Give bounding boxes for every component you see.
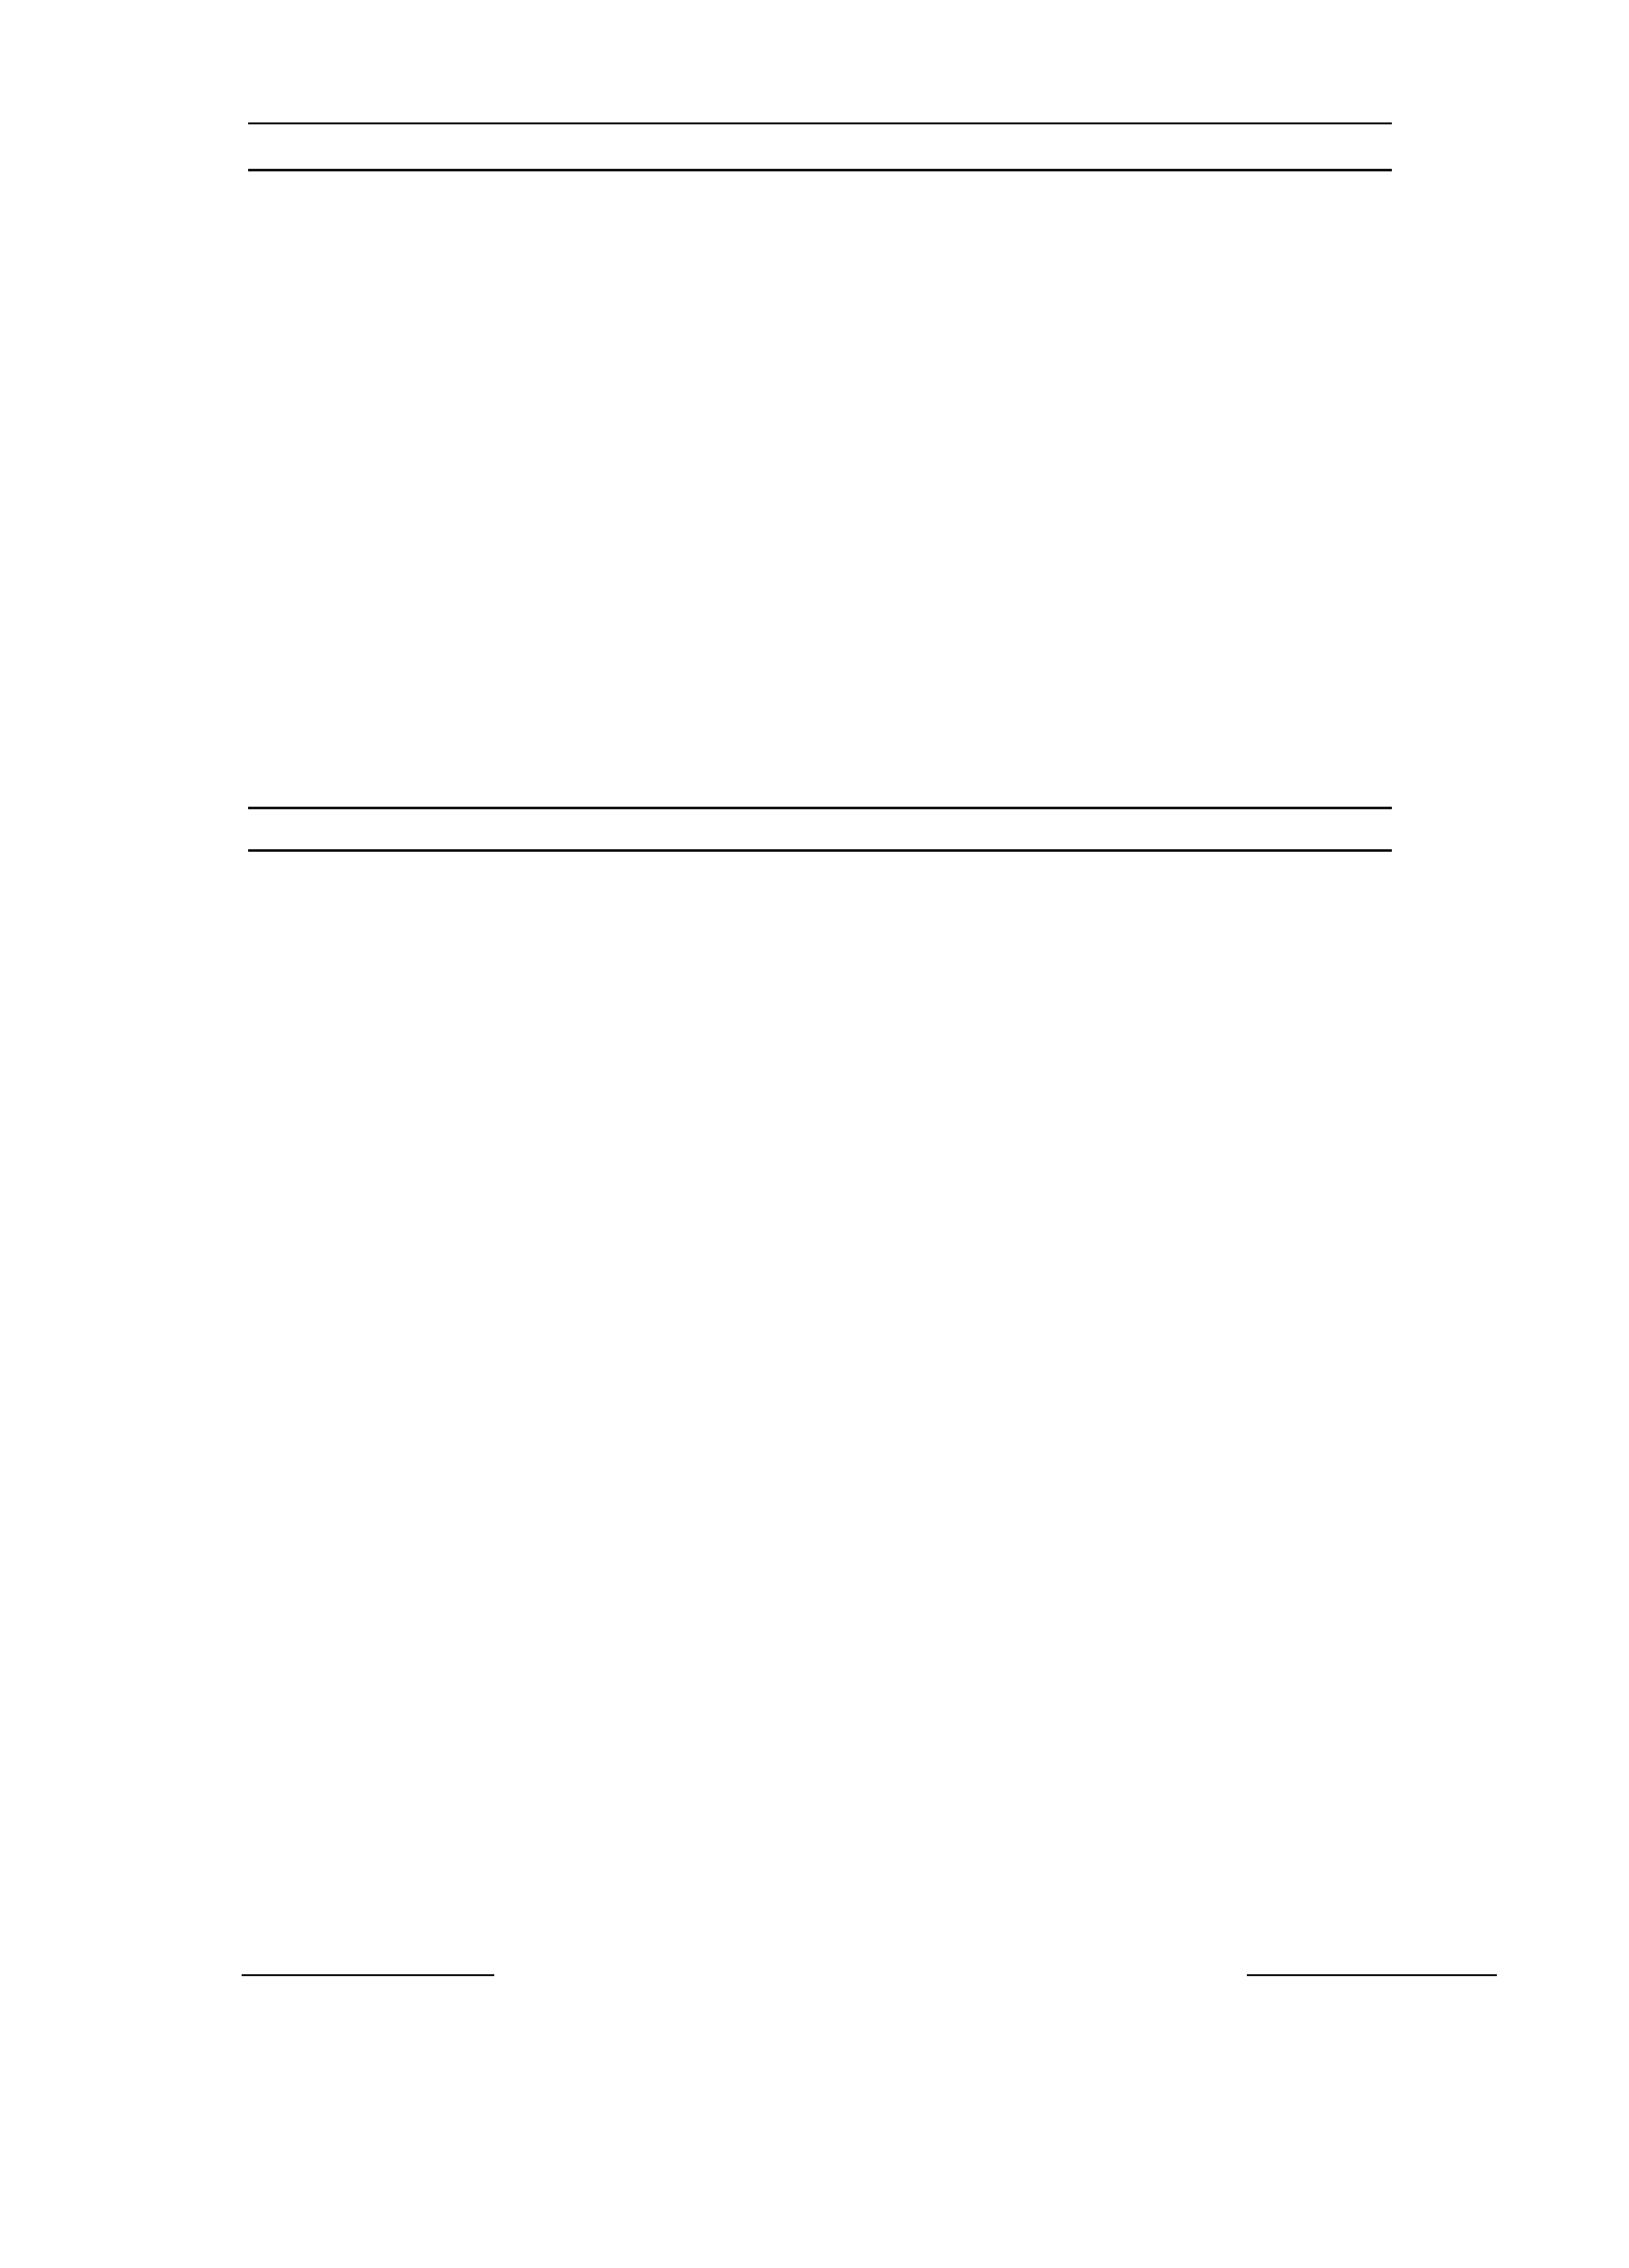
section-rule	[248, 807, 1392, 809]
footer-rule-left	[242, 1974, 494, 1976]
header-rule-bottom	[248, 849, 1392, 852]
top-rule	[248, 122, 1392, 124]
footer-rule-right	[1247, 1974, 1497, 1976]
header-rule	[248, 169, 1392, 171]
